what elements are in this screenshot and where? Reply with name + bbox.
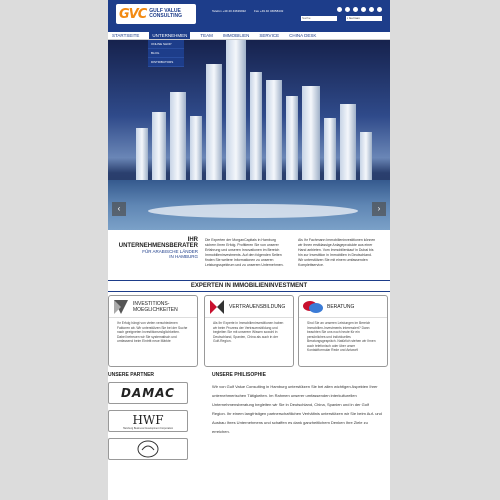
nav-item-team[interactable]: TEAM xyxy=(200,33,213,38)
skyline-tower xyxy=(136,128,148,182)
logo-text-2: CONSULTING xyxy=(149,13,182,19)
skyline-tower xyxy=(340,104,356,182)
dropdown-item-blog[interactable]: BLOG xyxy=(148,49,184,58)
intro-title: IHR UNTERNEHMENSBERATER xyxy=(118,237,198,249)
social-icons xyxy=(337,7,382,12)
nav-item-service[interactable]: SERVICE xyxy=(259,33,280,38)
intro-text-1: Die Experten der MorganCapitals in Hamburg sichern Ihren Erfolg. Profitieren Sie von unserer Erfahrung und unseren Innovationen im Bereich Immobilieninvestments. Auf den folgenden Seiten finden Sie weitere Informationen zu unseren Leistungsspektrum und zu unserem Unternehmen. xyxy=(205,238,284,267)
twitter-icon[interactable] xyxy=(345,7,350,12)
pinterest-icon[interactable] xyxy=(369,7,374,12)
partner-third[interactable] xyxy=(108,438,188,460)
hwf-logo: HWF xyxy=(132,412,164,427)
card-title-2: MOEGLICHKEITEN xyxy=(133,306,178,313)
intro-text-2: Als Ihr Fachmann Immobilieninvestitionen können wir Ihnen erstklassige Anlageprodukte aus einer Hand anbieten. Vom Immobilienkauf in Dubai bis hin zur Investition in Immobilien in Deutschland. Wir unterstützen Sie mit einem umfassenden Komplettservice. xyxy=(298,238,376,267)
card-consulting[interactable] xyxy=(298,295,388,367)
slider-next-button[interactable]: › xyxy=(372,202,386,216)
logo-mark: GVC xyxy=(119,6,147,22)
google-icon[interactable] xyxy=(377,7,382,12)
skyline-tower xyxy=(250,72,262,182)
nav-item-china-desk[interactable]: CHINA DESK xyxy=(289,33,317,38)
nav-item-startseite[interactable]: STARTSEITE xyxy=(112,33,140,38)
nav-dropdown xyxy=(148,40,184,67)
partner-damac[interactable] xyxy=(108,382,188,404)
card-trust[interactable] xyxy=(204,295,294,367)
page xyxy=(108,0,390,500)
arrow-icon xyxy=(113,299,129,315)
logo[interactable] xyxy=(116,4,196,24)
section-title: EXPERTEN IN IMMOBILIENINVESTMENT xyxy=(108,280,390,292)
facebook-icon[interactable] xyxy=(337,7,342,12)
hero-slider xyxy=(108,40,390,230)
slider-prev-button[interactable]: ‹ xyxy=(112,202,126,216)
language-select[interactable]: ▪ German xyxy=(346,16,382,21)
dropdown-item-distributors[interactable]: DISTRIBUTORS xyxy=(148,58,184,67)
card-text: Sind Sie an unseren Leistungen im Bereich Immobilien-Investments interessiert? Dann beachten Sie uns noch heute für ein persönliches und individuelles Beratungsgespräch. Natürlich stehen wir Ihnen auch telefonisch oder über unser Kontaktformular Rede und Antwort! xyxy=(307,321,376,352)
phone-number: Telefon +49 40 43639932 xyxy=(212,9,246,13)
language-label: German xyxy=(348,16,360,20)
skyline-tower xyxy=(360,132,372,182)
intro-subtitle-2: IN HAMBURG xyxy=(169,254,198,259)
partner-hwf[interactable] xyxy=(108,410,188,432)
card-investment[interactable] xyxy=(108,295,198,367)
speech-bubbles-icon xyxy=(303,299,323,315)
partner-emblem-icon xyxy=(137,440,159,458)
search-input[interactable]: Suche xyxy=(301,16,337,21)
main-nav xyxy=(108,32,390,40)
nav-item-immobilien[interactable]: IMMOBILIEN xyxy=(222,33,250,38)
dropdown-item-online-shop[interactable]: ONLINE SHOP xyxy=(148,40,184,49)
skyline-tower xyxy=(286,96,298,182)
skyline-tower xyxy=(206,64,222,182)
hwf-subtitle: Hamburg Business Development Corporation xyxy=(122,426,174,430)
intro-subtitle-1: FÜR ARABISCHE LÄNDER xyxy=(142,249,198,254)
site-header xyxy=(108,0,390,32)
logo-text-1: GULF VALUE xyxy=(149,8,181,14)
hero-island xyxy=(148,204,358,218)
card-text: Als Ihr Experte in Immobilieninvestitionen haben wir beim Prozess der Vertrauensbildung und begleiten Sie mit unserem Wissen sowohl in Deutschland, Spanien, China als auch in der Golf-Region. xyxy=(213,321,284,343)
skyline-tower xyxy=(226,40,246,182)
youtube-icon[interactable] xyxy=(353,7,358,12)
card-title-1: INVESTITIONS- xyxy=(133,300,170,307)
skyline-tower xyxy=(266,80,282,182)
philosophy-title: UNSERE PHILISOPHIE xyxy=(212,372,266,378)
damac-logo: DAMAC xyxy=(121,386,175,400)
fax-number: Fax +49 40 46658432 xyxy=(254,9,284,13)
card-title: VERTRAUENSBILDUNG xyxy=(229,303,286,310)
trust-icon xyxy=(209,299,225,315)
card-title: BERATUNG xyxy=(327,303,355,310)
skyline-tower xyxy=(190,116,202,182)
nav-item-unternehmen[interactable]: UNTERNEHMEN xyxy=(149,32,190,39)
linkedin-icon[interactable] xyxy=(361,7,366,12)
philosophy-text: Wir von Gulf Value Consulting in Hamburg unterstützen Sie bei allen wichtigen Aspekten Ihrer unternehmerischen Tätigkeiten. Im Rahmen unserer umfassenden interkulturellen Unternehmensberatung begleiten wir Sie in Deutschland, China, Spanien und in der Golf Region. Ihr einem langfristigen partnerschaftlichen Verhältnis unterstützen wir Sie beim Auf- und Ausbau Ihres Unternehmens und schaffen es dank ganzheitlichem Denken Ihre Ziele zu erreichen. xyxy=(212,384,382,434)
intro-heading xyxy=(108,237,198,259)
card-text: Ihr Erfolg hängt von vielen verschiedenen Faktoren ab. Wir unterstützen Sie bei der Suche nach geeigneten Investitionsmöglichkeiten. Dabei betreuen wir Sie systematisch und umfassend beim Eintritt neue Märkte xyxy=(117,321,188,343)
skyline-tower xyxy=(302,86,320,182)
skyline-tower xyxy=(324,118,336,182)
partners-title: UNSERE PARTNER xyxy=(108,372,155,378)
skyline-tower xyxy=(152,112,166,182)
skyline-tower xyxy=(170,92,186,182)
